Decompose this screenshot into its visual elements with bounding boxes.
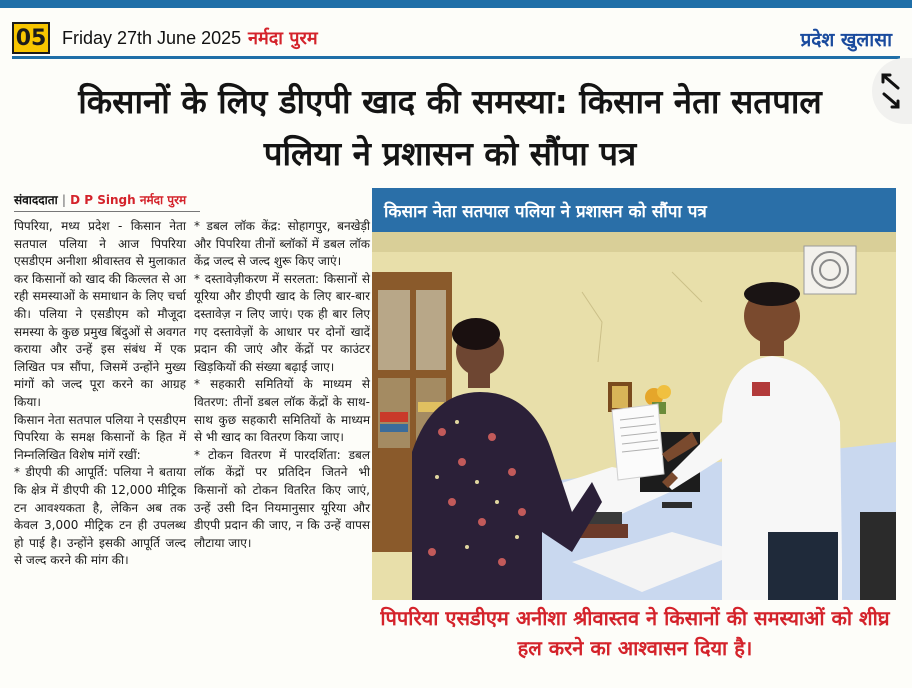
photo-caption-bottom: पिपरिया एसडीएम अनीशा श्रीवास्तव ने किसानों की समस्याओं को शीघ्र हल करने का आश्वासन दिया है।	[380, 606, 890, 660]
byline-rule	[14, 211, 200, 212]
paragraph: * डीएपी की आपूर्ति: पलिया ने बताया कि क्षेत्र में डीएपी की 12,000 मीट्रिक टन आवश्यकता है, लेकिन अब तक केवल 3,000 मीट्रिक टन ही उपलब्ध हो पाई है। उन्होंने इसकी आपूर्ति जल्द से जल्द करने की मांग की।	[14, 465, 186, 568]
byline-separator: |	[61, 193, 67, 207]
header-divider	[12, 56, 900, 59]
photo-caption-top: किसान नेता सतपाल पलिया ने प्रशासन को सौंपा पत्र	[372, 188, 896, 232]
paragraph: किसान नेता सतपाल पलिया ने एसडीएम पिपरिया के समक्ष किसानों के हित में निम्नलिखित विशेष मांगें रखीं:	[14, 412, 186, 462]
photo-block	[372, 188, 896, 600]
news-photo	[372, 232, 896, 600]
photo-illustration	[372, 232, 896, 600]
paragraph: पिपरिया, मध्य प्रदेश - किसान नेता सतपाल पलिया ने आज पिपरिया एसडीएम अनीशा श्रीवास्तव से मुलाकात कर किसानों को खाद की किल्लत से आ रही समस्याओं के समाधान के लिए चर्चा की। पलिया ने एसडीएम को मौजूदा समस्या के कुछ प्रमुख बिंदुओं से अवगत कराया और उन्हें इस संबंध में एक लिखित पत्र सौंपा, जिसमें उन्होंने मुख्य मांगों को जल्द पूरा करने का आग्रह किया।	[14, 219, 186, 409]
byline-label: संवाददाता	[14, 193, 58, 207]
edition-place: नर्मदा पुरम	[248, 28, 318, 49]
masthead	[0, 8, 912, 64]
article-column-2	[194, 218, 370, 552]
page-number-badge: 05	[12, 22, 50, 54]
byline	[14, 191, 186, 208]
paragraph: * दस्तावेज़ीकरण में सरलता: किसानों से यूरिया और डीएपी खाद के लिए बार-बार दस्तावेज़ न लिए जाएं। एक ही बार लिए गए दस्तावेज़ों के आधार पर दोनों खादें प्रदान की जाएं और केंद्रों पर काउंटर खिड़कियों की संख्या बढ़ाई जाए।	[194, 271, 370, 374]
paragraph: * सहकारी समितियों के माध्यम से वितरण: तीनों डबल लॉक केंद्रों के साथ-साथ कुछ सहकारी समितियों के माध्यम से भी खाद का वितरण किया जाए।	[194, 377, 370, 445]
paragraph: * डबल लॉक केंद्र: सोहागपुर, बनखेड़ी और पिपरिया तीनों ब्लॉकों में डबल लॉक केंद्र जल्द से जल्द शुरू किए जाएं।	[194, 219, 370, 269]
issue-date: Friday 27th June 2025	[62, 28, 242, 48]
article-column-1	[14, 218, 186, 570]
newspaper-name: प्रदेश खुलासा	[800, 29, 892, 51]
headline-line-2: पलिया ने प्रशासन को सौंपा पत्र	[263, 134, 637, 173]
expand-arrows-icon	[880, 72, 904, 110]
top-accent-bar	[0, 0, 912, 8]
paragraph: * टोकन वितरण में पारदर्शिता: डबल लॉक केंद्रों पर प्रतिदिन जितने भी किसानों को टोकन वितरित किए जाएं, उन्हें उसी दिन नियमानुसार यूरिया और डीएपी प्रदान की जाए, न कि उन्हें वापस लौटाया जाए।	[194, 447, 370, 550]
article-headline	[20, 76, 880, 180]
byline-reporter: D P Singh नर्मदा पुरम	[70, 193, 187, 207]
headline-line-1: किसानों के लिए डीएपी खाद की समस्या: किसान नेता सतपाल	[78, 82, 822, 121]
